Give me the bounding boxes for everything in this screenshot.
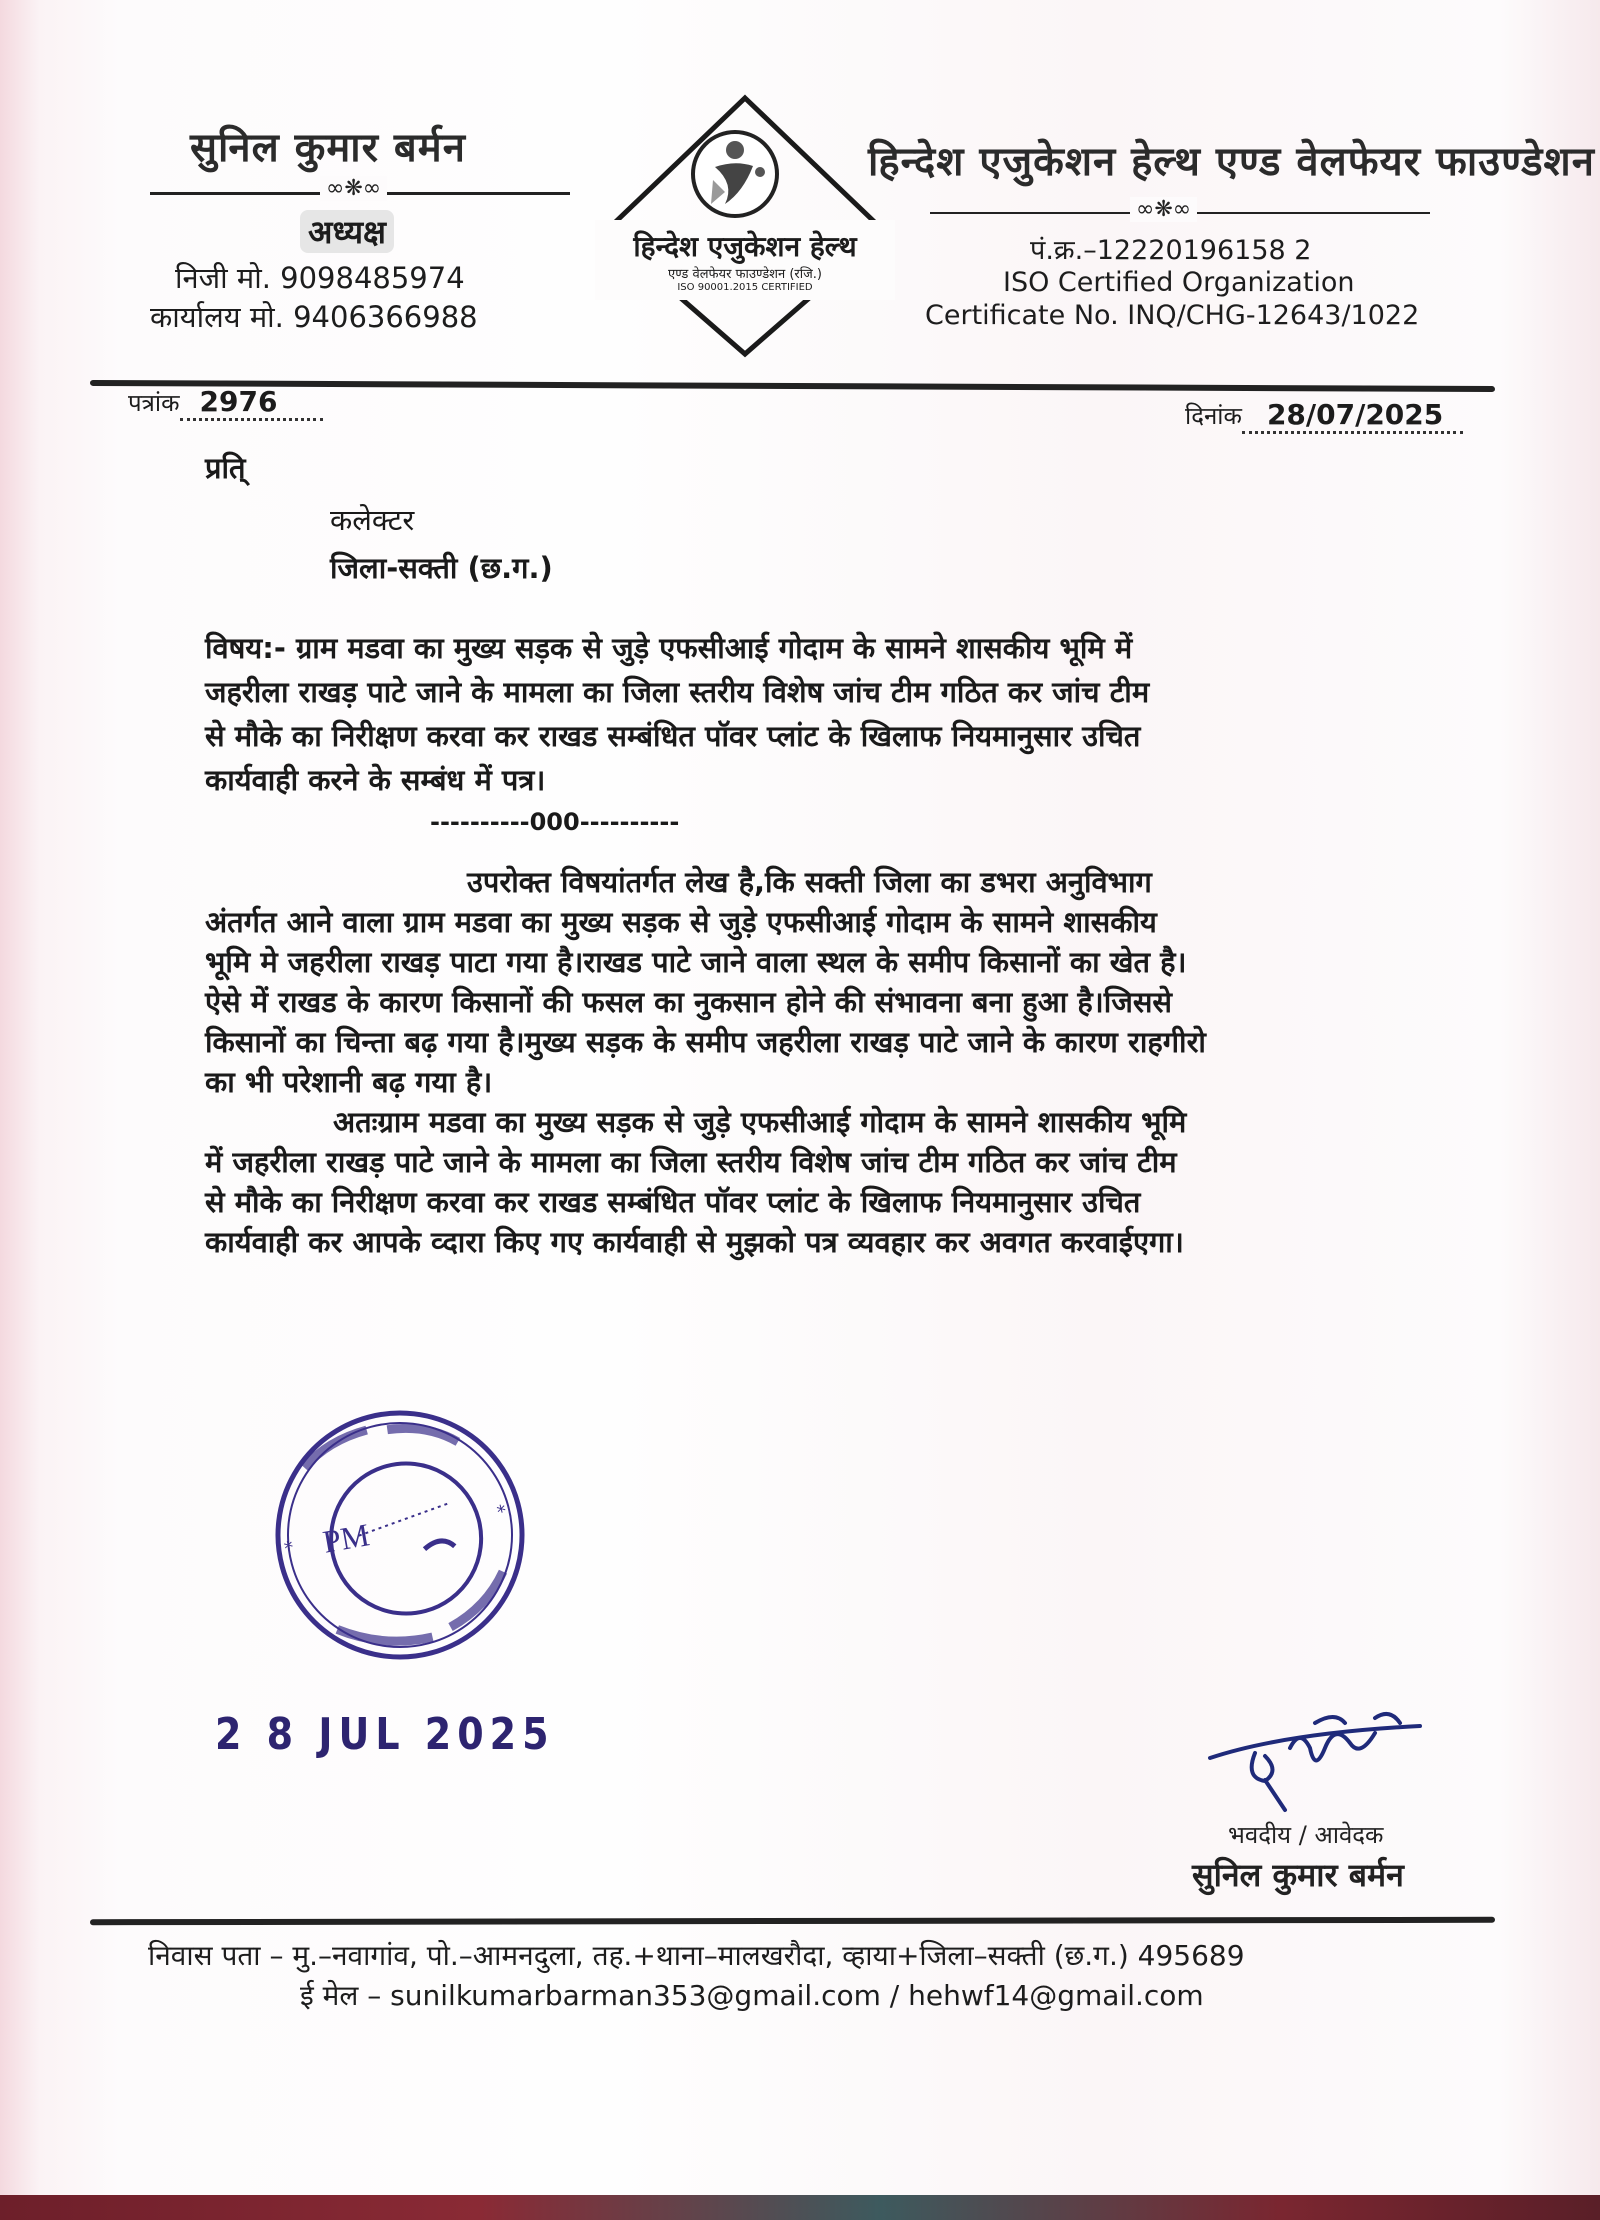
certificate-number: Certificate No. INQ/CHG-12643/1022 — [925, 300, 1420, 331]
paragraph-line: कार्यवाही कर आपके व्दारा किए गए कार्यवाही से मुझको पत्र व्यवहार कर अवगत करवाईएगा। — [205, 1225, 1184, 1259]
section-separator: ----------000---------- — [430, 808, 680, 836]
paragraph-line: ऐसे में राखड के कारण किसानों की फसल का नुकसान होने की संभावना बना हुआ है।जिससे — [205, 985, 1173, 1019]
paragraph-line: अतःग्राम मडवा का मुख्य सड़क से जुड़े एफसीआई गोदाम के सामने शासकीय भूमि — [333, 1105, 1187, 1139]
reference-number-field — [128, 385, 323, 421]
stamp-initials: PM — [320, 1516, 372, 1560]
organization-logo — [585, 92, 905, 362]
designation-badge: अध्यक्ष — [300, 210, 394, 253]
paragraph-line: अंतर्गत आने वाला ग्राम मडवा का मुख्य सड़क से जुड़े एफसीआई गोदाम के सामने शासकीय — [205, 905, 1157, 939]
paragraph-line: में जहरीला राखड़ पाटे जाने के मामला का जिला स्तरीय विशेष जांच टीम गठित कर जांच टीम — [205, 1145, 1177, 1179]
signature-label: भवदीय / आवेदक — [1228, 1821, 1384, 1849]
addressee-district: जिला-सक्ती (छ.ग.) — [330, 551, 553, 585]
ornament-flourish-icon: ∞❋∞ — [1130, 197, 1197, 222]
residential-address: निवास पता – मु.–नवागांव, पो.–आमनदुला, तह.+थाना–मालखरौदा, व्हाया+जिला–सक्ती (छ.ग.) 495689 — [148, 1939, 1245, 1972]
organization-name: हिन्देश एजुकेशन हेल्थ एण्ड वेलफेयर फाउण्डेशन — [868, 139, 1595, 185]
registration-number: पं.क्र.–12220196158 2 — [1030, 235, 1312, 266]
date-label: दिनांक — [1185, 402, 1242, 430]
footer-divider — [90, 1917, 1495, 1925]
personal-mobile: निजी मो. 9098485974 — [175, 261, 465, 295]
date-field — [1185, 398, 1463, 434]
subject-line: विषय:- ग्राम मडवा का मुख्य सड़क से जुड़े एफसीआई गोदाम के सामने शासकीय भूमि में — [205, 631, 1133, 665]
received-date-stamp: 2 8 JUL 2025 — [215, 1708, 555, 1760]
addressee-title: कलेक्टर — [330, 503, 415, 537]
background-surface — [0, 2195, 1600, 2220]
reference-value: 2976 — [199, 385, 278, 418]
date-value: 28/07/2025 — [1266, 398, 1444, 431]
sender-name-header: सुनिल कुमार बर्मन — [190, 125, 466, 171]
addressee-to: प्रति् — [205, 451, 246, 485]
seal-stamp-icon — [265, 1405, 535, 1665]
signature — [1205, 1708, 1435, 1818]
paragraph-line: भूमि मे जहरीला राखड़ पाटा गया है।राखड पाटे जाने वाला स्थल के समीप किसानों का खेत है। — [205, 945, 1187, 979]
logo-certification: ISO 90001.2015 CERTIFIED — [677, 282, 813, 293]
receipt-seal-stamp — [265, 1405, 535, 1665]
paragraph-line: का भी परेशानी बढ़ गया है। — [205, 1065, 493, 1099]
iso-certified-label: ISO Certified Organization — [1003, 267, 1355, 298]
paragraph-line: किसानों का चिन्ता बढ़ गया है।मुख्य सड़क के समीप जहरीला राखड़ पाटे जाने के कारण राहगीरो — [205, 1025, 1206, 1059]
reference-label: पत्रांक — [128, 389, 180, 417]
signatory-name: सुनिल कुमार बर्मन — [1192, 1856, 1404, 1894]
office-mobile: कार्यालय मो. 9406366988 — [150, 300, 478, 334]
subject-line: से मौके का निरीक्षण करवा कर राखड सम्बंधित पॉवर प्लांट के खिलाफ नियमानुसार उचित — [205, 719, 1141, 753]
paragraph-line: से मौके का निरीक्षण करवा कर राखड सम्बंधित पॉवर प्लांट के खिलाफ नियमानुसार उचित — [205, 1185, 1141, 1219]
logo-subtitle: एण्ड वेलफेयर फाउण्डेशन (रजि.) — [668, 267, 822, 282]
paragraph-line: उपरोक्त विषयांतर्गत लेख है,कि सक्ती जिला का डभरा अनुविभाग — [467, 865, 1152, 899]
logo-title: हिन्देश एजुकेशन हेल्थ — [633, 230, 857, 263]
subject-line: जहरीला राखड़ पाटे जाने के मामला का जिला स्तरीय विशेष जांच टीम गठित कर जांच टीम — [205, 675, 1150, 709]
contact-email: ई मेल – sunilkumarbarman353@gmail.com / hehwf14@gmail.com — [300, 1979, 1204, 2012]
svg-text:*: * — [282, 1537, 297, 1560]
subject-line: कार्यवाही करने के सम्बंध में पत्र। — [205, 763, 546, 797]
ornament-flourish-icon: ∞❋∞ — [320, 176, 387, 201]
handwritten-signature-icon — [1205, 1708, 1435, 1818]
svg-text:*: * — [495, 1500, 510, 1524]
